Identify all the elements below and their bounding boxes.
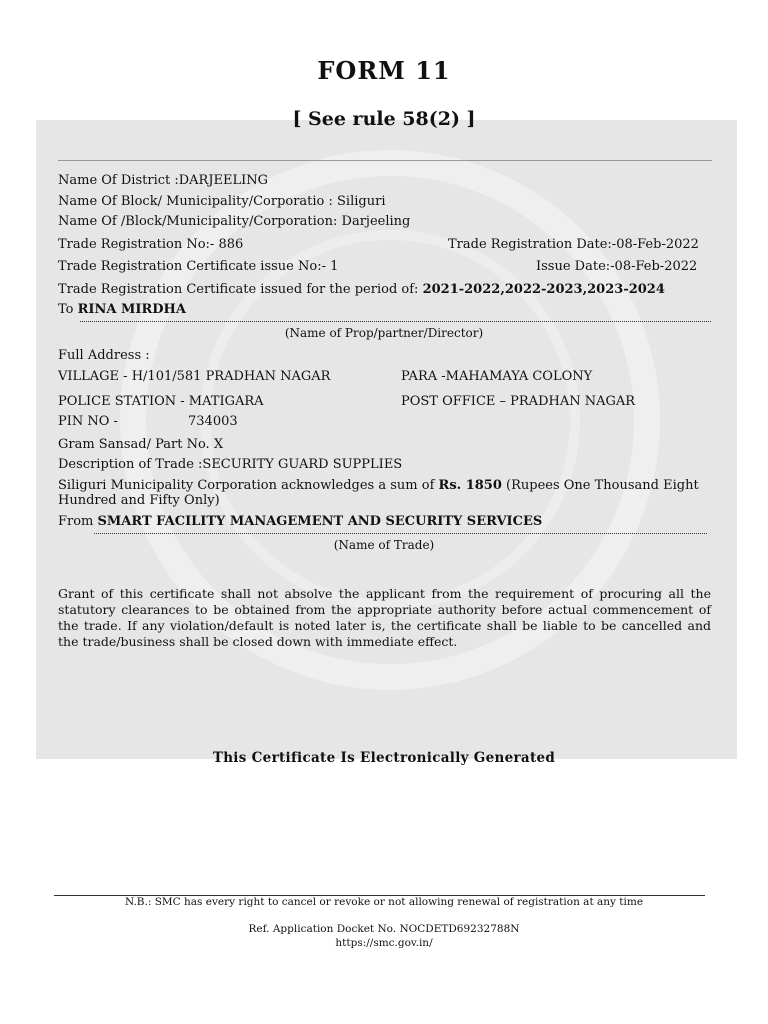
reg-no-line [58,237,243,252]
village-line: VILLAGE - H/101/581 PRADHAN NAGAR [58,369,331,384]
prop-dotted-line [80,321,711,322]
prop-caption: (Name of Prop/partner/Director) [284,326,484,340]
reg-no-label: Trade Registration No:- [58,237,219,252]
address-label: Full Address : [58,348,150,363]
from-line [58,514,542,529]
reg-date-value: 08-Feb-2022 [616,237,699,252]
period-label: Trade Registration Certificate issued for the period of: [58,282,423,297]
to-label: To [58,302,78,317]
ack-prefix: Siliguri Municipality Corporation acknowledges a sum of [58,478,439,493]
from-value: SMART FACILITY MANAGEMENT AND SECURITY SERVICES [97,514,543,529]
block2-value: Darjeeling [341,214,411,229]
reg-no-value: 886 [218,237,244,252]
trade-description-line: Description of Trade :SECURITY GUARD SUPPLIES [58,457,403,472]
rule-reference: [ See rule 58(2) ] [292,108,476,130]
trade-dotted-line [94,533,707,534]
gram-sansad-line: Gram Sansad/ Part No. X [58,437,224,452]
period-line [58,282,665,297]
reg-date-label: Trade Registration Date:- [448,237,617,252]
police-station-line: POLICE STATION - MATIGARA [58,394,264,409]
district-line: Name Of District :DARJEELING [58,173,269,188]
reg-date-line [448,237,699,252]
to-line [58,302,186,317]
grant-paragraph: Grant of this certificate shall not absolve the applicant from the requirement of procuring all the statutory clearances to be obtained from the appropriate authority before actual commencement of the trade. If any violation/default is noted later is, the certificate shall be liable to be cancelled and the trade/business shall be closed down with immediate effect. [58,586,711,649]
issue-date-value: 08-Feb-2022 [614,259,698,274]
post-office-line: POST OFFICE – PRADHAN NAGAR [401,394,636,409]
block2-line [58,214,410,229]
block-value: Siliguri [337,194,386,209]
from-label: From [58,514,98,529]
pin-label: PIN NO - [58,414,118,429]
ack-amount: Rs. 1850 [438,478,502,493]
issue-date-label: Issue Date:- [536,259,615,274]
trade-caption: (Name of Trade) [333,538,435,552]
acknowledgement-line [58,478,699,493]
form-title: FORM 11 [317,56,451,85]
period-value: 2021-2022,2022-2023,2023-2024 [422,282,665,297]
cert-issue-line [58,259,338,274]
to-value: RINA MIRDHA [77,302,186,317]
acknowledgement-line-2: Hundred and Fifty Only) [58,493,220,508]
ack-suffix: (Rupees One Thousand Eight [501,478,699,493]
electronic-note: This Certificate Is Electronically Generated [212,750,556,766]
cert-issue-value: 1 [330,259,339,274]
issue-date-line [536,259,697,274]
para-line: PARA -MAHAMAYA COLONY [401,369,593,384]
cert-issue-label: Trade Registration Certificate issue No:- [58,259,331,274]
header-divider [58,160,712,161]
pin-value: 734003 [188,414,238,429]
block-line [58,194,385,209]
footer-url[interactable]: https://smc.gov.in/ [335,937,433,949]
footer-nb: N.B.: SMC has every right to cancel or revoke or not allowing renewal of registration at any time [124,896,644,908]
block2-label: Name Of /Block/Municipality/Corporation: [58,214,342,229]
block-label: Name Of Block/ Municipality/Corporatio : [58,194,338,209]
footer-docket: Ref. Application Docket No. NOCDETD69232788N [248,923,520,935]
